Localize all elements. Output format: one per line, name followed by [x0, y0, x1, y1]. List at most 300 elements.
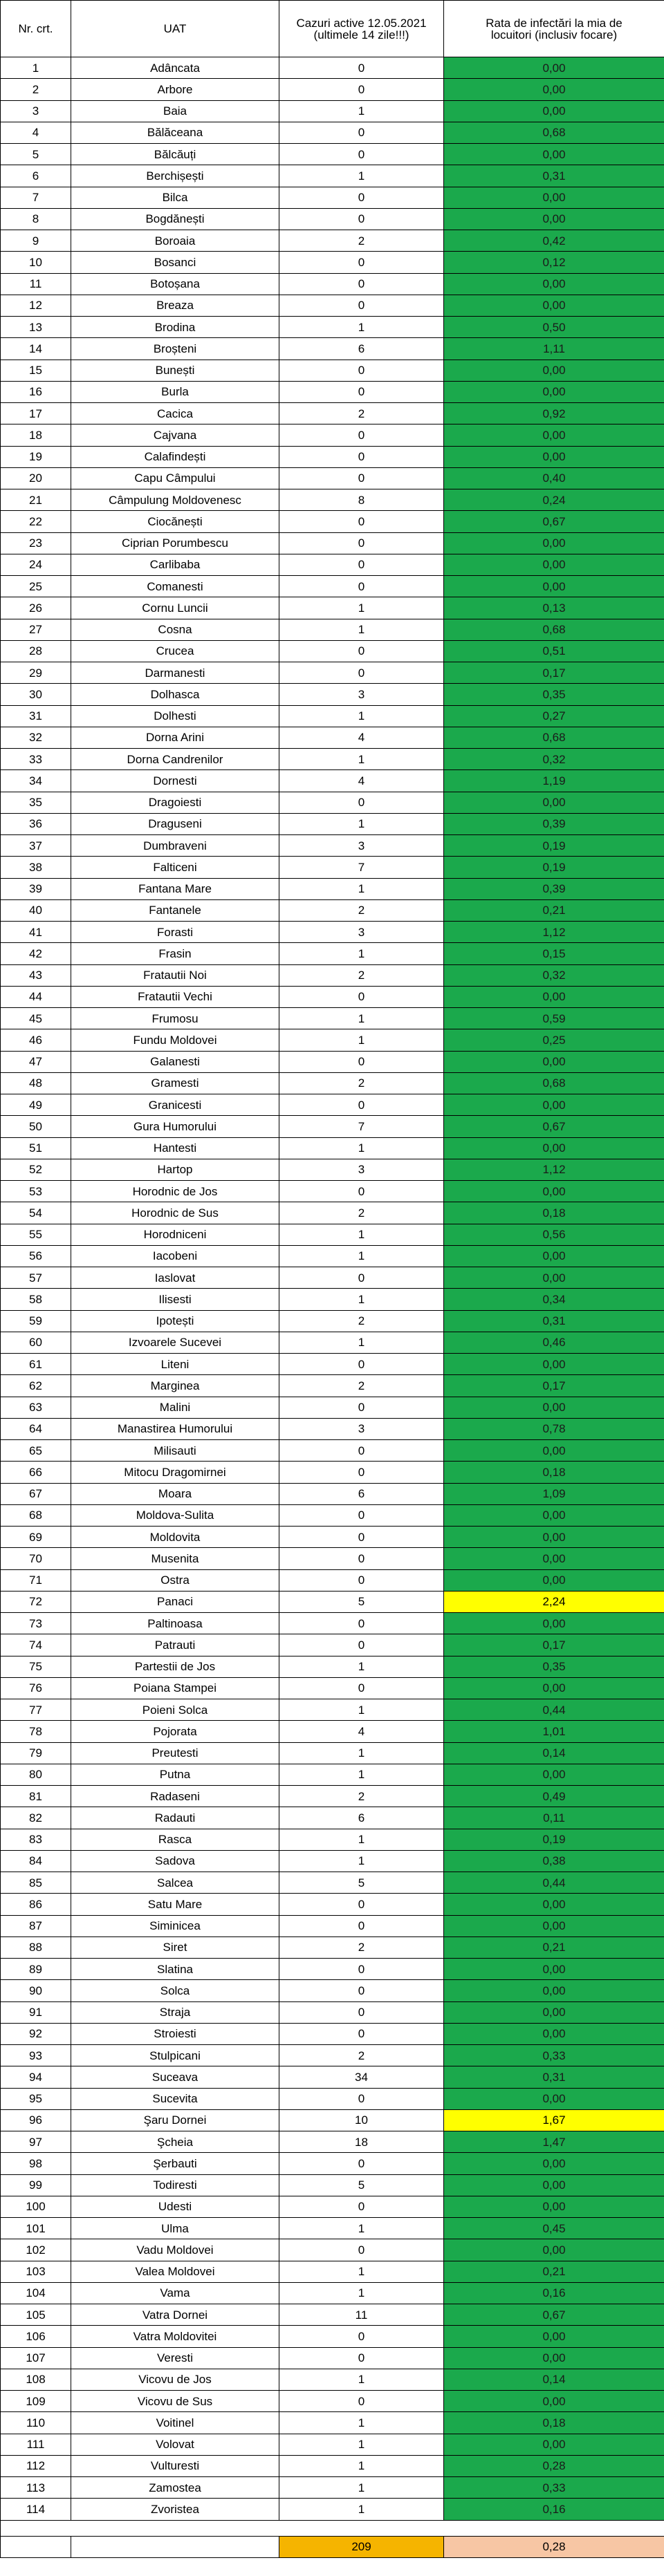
infection-rate-cell: 0,00: [444, 1764, 664, 1785]
table-row: [1, 705, 664, 727]
infection-rate-cell: 0,21: [444, 1936, 664, 1958]
row-number-cell: 74: [1, 1634, 71, 1656]
uat-name-cell: Horodniceni: [71, 1224, 279, 1245]
active-cases-cell: 1: [279, 597, 444, 619]
infection-rate-cell: 0,00: [444, 79, 664, 100]
table-body: [1, 57, 664, 2521]
table-row: [1, 2153, 664, 2174]
active-cases-cell: 2: [279, 1202, 444, 1224]
active-cases-cell: 0: [279, 187, 444, 208]
infection-rate-cell: 0,68: [444, 122, 664, 143]
row-number-cell: 30: [1, 684, 71, 705]
table-row: [1, 1591, 664, 1612]
uat-name-cell: Vulturesti: [71, 2455, 279, 2476]
active-cases-cell: 5: [279, 2174, 444, 2196]
infection-rate-cell: 0,45: [444, 2218, 664, 2239]
table-row: [1, 2477, 664, 2499]
table-row: [1, 1634, 664, 1656]
row-number-cell: 37: [1, 835, 71, 857]
active-cases-cell: 0: [279, 122, 444, 143]
row-number-cell: 82: [1, 1807, 71, 1829]
table-row: [1, 2001, 664, 2023]
infection-rate-cell: 0,16: [444, 2499, 664, 2520]
table-row: [1, 1764, 664, 1785]
table-row: [1, 1959, 664, 1980]
table-row: [1, 2109, 664, 2131]
active-cases-cell: 1: [279, 2369, 444, 2390]
table-row: [1, 1721, 664, 1742]
infection-rate-cell: 0,49: [444, 1786, 664, 1807]
row-number-cell: 17: [1, 403, 71, 424]
row-number-cell: 96: [1, 2109, 71, 2131]
uat-name-cell: Sucevita: [71, 2088, 279, 2109]
active-cases-cell: 11: [279, 2304, 444, 2326]
active-cases-cell: 1: [279, 1764, 444, 1785]
active-cases-cell: 3: [279, 684, 444, 705]
uat-name-cell: Putna: [71, 1764, 279, 1785]
row-number-cell: 67: [1, 1483, 71, 1504]
active-cases-cell: 6: [279, 1483, 444, 1504]
uat-name-cell: Moara: [71, 1483, 279, 1504]
uat-name-cell: Fratautii Vechi: [71, 986, 279, 1007]
infection-rate-cell: 0,21: [444, 2261, 664, 2282]
active-cases-cell: 1: [279, 1699, 444, 1721]
row-number-cell: 41: [1, 922, 71, 943]
row-number-cell: 70: [1, 1548, 71, 1569]
uat-name-cell: Bălăceana: [71, 122, 279, 143]
infection-rate-cell: 0,00: [444, 2347, 664, 2369]
active-cases-cell: 0: [279, 554, 444, 575]
infection-rate-cell: 0,00: [444, 792, 664, 813]
active-cases-cell: 1: [279, 2261, 444, 2282]
table-row: [1, 554, 664, 575]
infection-rate-cell: 0,00: [444, 2001, 664, 2023]
active-cases-cell: 0: [279, 1613, 444, 1634]
uat-name-cell: Boroaia: [71, 230, 279, 252]
infection-rate-cell: 0,00: [444, 1354, 664, 1375]
active-cases-cell: 3: [279, 922, 444, 943]
infection-rate-cell: 0,19: [444, 835, 664, 857]
uat-name-cell: Manastirea Humorului: [71, 1418, 279, 1439]
uat-name-cell: Calafindești: [71, 446, 279, 467]
row-number-cell: 85: [1, 1872, 71, 1894]
uat-name-cell: Patrauti: [71, 1634, 279, 1656]
uat-name-cell: Granicesti: [71, 1094, 279, 1116]
active-cases-cell: 2: [279, 1072, 444, 1094]
infection-rate-cell: 0,17: [444, 662, 664, 684]
table-row: [1, 2282, 664, 2304]
uat-name-cell: Arbore: [71, 79, 279, 100]
row-number-cell: 95: [1, 2088, 71, 2109]
table-row: [1, 1677, 664, 1699]
uat-name-cell: Crucea: [71, 640, 279, 662]
infection-rate-cell: 0,18: [444, 1462, 664, 1483]
row-number-cell: 20: [1, 467, 71, 489]
row-number-cell: 106: [1, 2326, 71, 2347]
row-number-cell: 105: [1, 2304, 71, 2326]
row-number-cell: 71: [1, 1569, 71, 1591]
uat-name-cell: Comanesti: [71, 576, 279, 597]
active-cases-cell: 2: [279, 403, 444, 424]
row-number-cell: 40: [1, 899, 71, 921]
infection-rate-cell: 2,24: [444, 1591, 664, 1612]
uat-name-cell: Fratautii Noi: [71, 964, 279, 986]
infection-rate-cell: 0,00: [444, 554, 664, 575]
active-cases-cell: 1: [279, 619, 444, 640]
infection-rate-cell: 0,00: [444, 1980, 664, 2001]
row-number-cell: 89: [1, 1959, 71, 1980]
infection-rate-cell: 0,00: [444, 2153, 664, 2174]
infection-rate-cell: 0,67: [444, 2304, 664, 2326]
row-number-cell: 81: [1, 1786, 71, 1807]
infection-rate-cell: 0,00: [444, 1959, 664, 1980]
infection-rate-cell: 0,67: [444, 511, 664, 532]
uat-name-cell: Bilca: [71, 187, 279, 208]
active-cases-cell: 1: [279, 317, 444, 338]
uat-name-cell: Moldovita: [71, 1527, 279, 1548]
active-cases-cell: 0: [279, 2326, 444, 2347]
uat-name-cell: Ulma: [71, 2218, 279, 2239]
row-number-cell: 44: [1, 986, 71, 1007]
table-row: [1, 230, 664, 252]
uat-name-cell: Paltinoasa: [71, 1613, 279, 1634]
active-cases-cell: 1: [279, 1332, 444, 1353]
active-cases-cell: 0: [279, 1980, 444, 2001]
uat-name-cell: Draguseni: [71, 813, 279, 834]
uat-name-cell: Salcea: [71, 1872, 279, 1894]
row-number-cell: 98: [1, 2153, 71, 2174]
row-number-cell: 31: [1, 705, 71, 727]
infection-rate-cell: 0,67: [444, 1116, 664, 1137]
row-number-cell: 52: [1, 1159, 71, 1180]
table-row: [1, 1483, 664, 1504]
infection-rate-cell: 0,00: [444, 576, 664, 597]
infection-rate-cell: 0,00: [444, 2023, 664, 2044]
uat-name-cell: Izvoarele Sucevei: [71, 1332, 279, 1353]
uat-name-cell: Bunești: [71, 360, 279, 381]
spacer-row: [1, 2520, 664, 2536]
infection-rate-cell: 0,00: [444, 1267, 664, 1289]
row-number-cell: 92: [1, 2023, 71, 2044]
row-number-cell: 93: [1, 2045, 71, 2066]
uat-name-cell: Gramesti: [71, 1072, 279, 1094]
uat-name-cell: Horodnic de Jos: [71, 1181, 279, 1202]
uat-name-cell: Satu Mare: [71, 1894, 279, 1915]
active-cases-cell: 0: [279, 2391, 444, 2412]
infection-rate-cell: 0,21: [444, 899, 664, 921]
uat-name-cell: Dolhesti: [71, 705, 279, 727]
uat-name-cell: Gura Humorului: [71, 1116, 279, 1137]
infection-rate-cell: 0,00: [444, 1613, 664, 1634]
active-cases-cell: 0: [279, 1915, 444, 1936]
infection-rate-cell: 0,46: [444, 1332, 664, 1353]
infection-rate-cell: 0,32: [444, 749, 664, 770]
table-row: [1, 511, 664, 532]
infection-rate-cell: 0,19: [444, 857, 664, 878]
table-row: [1, 1029, 664, 1051]
table-row: [1, 619, 664, 640]
active-cases-cell: 1: [279, 813, 444, 834]
uat-name-cell: Moldova-Sulita: [71, 1504, 279, 1526]
active-cases-cell: 1: [279, 2282, 444, 2304]
row-number-cell: 65: [1, 1440, 71, 1462]
uat-name-cell: Slatina: [71, 1959, 279, 1980]
active-cases-cell: 0: [279, 295, 444, 316]
row-number-cell: 8: [1, 208, 71, 230]
uat-name-cell: Partestii de Jos: [71, 1656, 279, 1677]
uat-name-cell: Liteni: [71, 1354, 279, 1375]
row-number-cell: 32: [1, 727, 71, 748]
table-row: [1, 252, 664, 273]
table-row: [1, 1569, 664, 1591]
table-row: [1, 1332, 664, 1353]
header-cases-line1: Cazuri active 12.05.2021: [296, 16, 427, 30]
uat-name-cell: Veresti: [71, 2347, 279, 2369]
infection-rate-cell: 0,00: [444, 1440, 664, 1462]
uat-name-cell: Bogdănești: [71, 208, 279, 230]
infection-rate-cell: 0,00: [444, 1181, 664, 1202]
table-row: [1, 878, 664, 899]
infection-rate-cell: 0,31: [444, 1310, 664, 1332]
infection-rate-cell: 0,59: [444, 1008, 664, 1029]
table-header-row: [1, 1, 664, 57]
active-cases-cell: 5: [279, 1872, 444, 1894]
active-cases-cell: 4: [279, 1721, 444, 1742]
table-row: [1, 317, 664, 338]
infection-rate-cell: 0,00: [444, 1548, 664, 1569]
row-number-cell: 101: [1, 2218, 71, 2239]
uat-name-cell: Bălcăuți: [71, 144, 279, 165]
active-cases-cell: 3: [279, 1159, 444, 1180]
active-cases-cell: 2: [279, 2045, 444, 2066]
uat-name-cell: Şaru Dornei: [71, 2109, 279, 2131]
active-cases-cell: 1: [279, 1829, 444, 1850]
uat-name-cell: Şcheia: [71, 2131, 279, 2153]
row-number-cell: 109: [1, 2391, 71, 2412]
infection-rate-cell: 1,09: [444, 1483, 664, 1504]
uat-name-cell: Capu Câmpului: [71, 467, 279, 489]
row-number-cell: 56: [1, 1245, 71, 1267]
uat-name-cell: Volovat: [71, 2434, 279, 2455]
active-cases-cell: 1: [279, 943, 444, 964]
table-row: [1, 1310, 664, 1332]
uat-name-cell: Straja: [71, 2001, 279, 2023]
uat-name-cell: Broșteni: [71, 338, 279, 360]
infection-rate-cell: 0,00: [444, 2196, 664, 2217]
table-row: [1, 144, 664, 165]
table-row: [1, 1094, 664, 1116]
table-row: [1, 2499, 664, 2520]
uat-name-cell: Solca: [71, 1980, 279, 2001]
row-number-cell: 83: [1, 1829, 71, 1850]
row-number-cell: 46: [1, 1029, 71, 1051]
table-row: [1, 100, 664, 122]
active-cases-cell: 4: [279, 727, 444, 748]
table-row: [1, 1354, 664, 1375]
row-number-cell: 34: [1, 770, 71, 792]
table-row: [1, 662, 664, 684]
infection-rate-cell: 0,18: [444, 1202, 664, 1224]
active-cases-cell: 7: [279, 857, 444, 878]
active-cases-cell: 0: [279, 1504, 444, 1526]
table-row: [1, 360, 664, 381]
infection-rate-cell: 0,00: [444, 360, 664, 381]
uat-name-cell: Ciocănești: [71, 511, 279, 532]
row-number-cell: 29: [1, 662, 71, 684]
uat-name-cell: Falticeni: [71, 857, 279, 878]
active-cases-cell: 0: [279, 1354, 444, 1375]
infection-rate-cell: 0,39: [444, 878, 664, 899]
table-row: [1, 813, 664, 834]
table-row: [1, 2239, 664, 2261]
active-cases-cell: 0: [279, 986, 444, 1007]
table-row: [1, 1807, 664, 1829]
table-row: [1, 943, 664, 964]
row-number-cell: 7: [1, 187, 71, 208]
row-number-cell: 60: [1, 1332, 71, 1353]
row-number-cell: 55: [1, 1224, 71, 1245]
uat-name-cell: Cornu Luncii: [71, 597, 279, 619]
row-number-cell: 90: [1, 1980, 71, 2001]
table-row: [1, 1980, 664, 2001]
table-row: [1, 835, 664, 857]
row-number-cell: 49: [1, 1094, 71, 1116]
uat-name-cell: Cosna: [71, 619, 279, 640]
infection-rate-cell: 0,00: [444, 424, 664, 446]
uat-name-cell: Şerbauti: [71, 2153, 279, 2174]
infection-rate-cell: 0,25: [444, 1029, 664, 1051]
table-row: [1, 1613, 664, 1634]
table-row: [1, 2412, 664, 2434]
table-row: [1, 2066, 664, 2088]
row-number-cell: 84: [1, 1850, 71, 1872]
uat-name-cell: Fantana Mare: [71, 878, 279, 899]
active-cases-cell: 0: [279, 144, 444, 165]
active-cases-cell: 1: [279, 1850, 444, 1872]
table-row: [1, 489, 664, 511]
infection-rate-cell: 0,35: [444, 684, 664, 705]
infection-rate-cell: 0,12: [444, 252, 664, 273]
row-number-cell: 94: [1, 2066, 71, 2088]
table-row: [1, 1051, 664, 1072]
uat-name-cell: Iaslovat: [71, 1267, 279, 1289]
uat-name-cell: Vadu Moldovei: [71, 2239, 279, 2261]
uat-name-cell: Cajvana: [71, 424, 279, 446]
active-cases-cell: 3: [279, 1418, 444, 1439]
table-row: [1, 2434, 664, 2455]
active-cases-cell: 0: [279, 1440, 444, 1462]
uat-name-cell: Vicovu de Sus: [71, 2391, 279, 2412]
active-cases-cell: 0: [279, 1527, 444, 1548]
row-number-cell: 112: [1, 2455, 71, 2476]
uat-name-cell: Carlibaba: [71, 554, 279, 575]
table-row: [1, 381, 664, 402]
uat-name-cell: Dornesti: [71, 770, 279, 792]
infection-rate-cell: 0,40: [444, 467, 664, 489]
row-number-cell: 4: [1, 122, 71, 143]
active-cases-cell: 1: [279, 2412, 444, 2434]
table-row: [1, 2304, 664, 2326]
infection-rate-cell: 0,68: [444, 619, 664, 640]
header-rate-line2: locuitori (inclusiv focare): [490, 28, 618, 41]
uat-name-cell: Todiresti: [71, 2174, 279, 2196]
row-number-cell: 64: [1, 1418, 71, 1439]
table-row: [1, 1656, 664, 1677]
active-cases-cell: 1: [279, 749, 444, 770]
table-row: [1, 403, 664, 424]
uat-name-cell: Marginea: [71, 1375, 279, 1397]
table-row: [1, 2131, 664, 2153]
infection-rate-cell: 0,00: [444, 2088, 664, 2109]
active-cases-cell: 18: [279, 2131, 444, 2153]
infection-rate-cell: 0,00: [444, 1677, 664, 1699]
infection-rate-cell: 0,00: [444, 1569, 664, 1591]
active-cases-cell: 1: [279, 705, 444, 727]
infection-rate-cell: 0,68: [444, 727, 664, 748]
infection-rate-cell: 0,17: [444, 1634, 664, 1656]
table-row: [1, 1418, 664, 1439]
header-active-cases: [279, 1, 444, 57]
table-row: [1, 1829, 664, 1850]
active-cases-cell: 2: [279, 964, 444, 986]
uat-name-cell: Vatra Moldovitei: [71, 2326, 279, 2347]
active-cases-cell: 0: [279, 1894, 444, 1915]
infection-rate-cell: 0,00: [444, 1137, 664, 1159]
uat-name-cell: Siminicea: [71, 1915, 279, 1936]
table-row: [1, 1116, 664, 1137]
row-number-cell: 27: [1, 619, 71, 640]
active-cases-cell: 0: [279, 576, 444, 597]
row-number-cell: 19: [1, 446, 71, 467]
active-cases-cell: 7: [279, 1116, 444, 1137]
infection-rate-cell: 0,00: [444, 1527, 664, 1548]
active-cases-cell: 6: [279, 1807, 444, 1829]
infection-rate-cell: 0,34: [444, 1289, 664, 1310]
uat-name-cell: Iacobeni: [71, 1245, 279, 1267]
uat-name-cell: Fundu Moldovei: [71, 1029, 279, 1051]
uat-name-cell: Suceava: [71, 2066, 279, 2088]
active-cases-cell: 3: [279, 835, 444, 857]
infection-rate-cell: 0,00: [444, 208, 664, 230]
uat-name-cell: Udesti: [71, 2196, 279, 2217]
infection-rate-cell: 0,14: [444, 2369, 664, 2390]
row-number-cell: 26: [1, 597, 71, 619]
infection-rate-cell: 0,39: [444, 813, 664, 834]
infection-rate-cell: 0,00: [444, 1051, 664, 1072]
infection-rate-cell: 0,00: [444, 57, 664, 79]
infection-rate-cell: 0,00: [444, 100, 664, 122]
infection-rate-cell: 0,19: [444, 1829, 664, 1850]
infection-rate-cell: 1,12: [444, 922, 664, 943]
table-row: [1, 2088, 664, 2109]
infection-rate-cell: 0,35: [444, 1656, 664, 1677]
infection-rate-cell: 0,68: [444, 1072, 664, 1094]
row-number-cell: 76: [1, 1677, 71, 1699]
uat-name-cell: Poieni Solca: [71, 1699, 279, 1721]
active-cases-cell: 0: [279, 1094, 444, 1116]
row-number-cell: 11: [1, 273, 71, 295]
uat-name-cell: Botoșana: [71, 273, 279, 295]
active-cases-cell: 0: [279, 467, 444, 489]
uat-name-cell: Darmanesti: [71, 662, 279, 684]
infection-rate-cell: 1,67: [444, 2109, 664, 2131]
row-number-cell: 59: [1, 1310, 71, 1332]
table-row: [1, 1936, 664, 1958]
row-number-cell: 42: [1, 943, 71, 964]
infection-rate-cell: 0,00: [444, 187, 664, 208]
uat-name-cell: Fantanele: [71, 899, 279, 921]
active-cases-cell: 0: [279, 79, 444, 100]
